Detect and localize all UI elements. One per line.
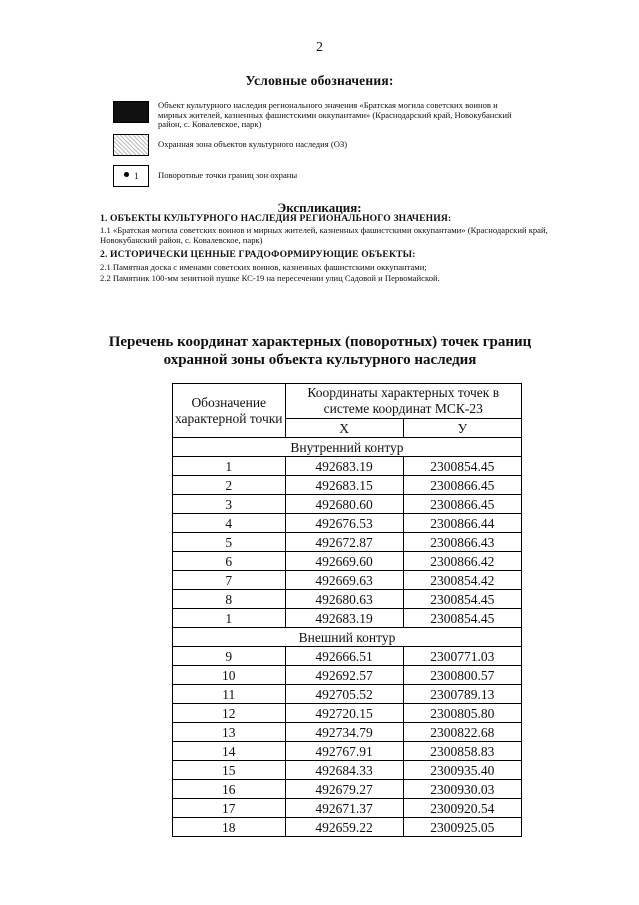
table-row [173, 742, 522, 761]
table-row [173, 514, 522, 533]
table-row [173, 818, 522, 837]
legend-item-text: Охранная зона объектов культурного наследия (ОЗ) [158, 139, 348, 149]
section-title: 1. ОБЪЕКТЫ КУЛЬТУРНОГО НАСЛЕДИЯ РЕГИОНАЛЬНОГО ЗНАЧЕНИЯ: [100, 213, 452, 224]
x-cell: 492672.87 [285, 533, 403, 552]
y-cell: 2300822.68 [403, 723, 521, 742]
table-row [173, 609, 522, 628]
table-row [173, 761, 522, 780]
x-cell: 492734.79 [285, 723, 403, 742]
explanation-section-2-title [100, 250, 560, 260]
table-row [173, 571, 522, 590]
y-cell: 2300854.45 [403, 609, 521, 628]
y-cell: 2300789.13 [403, 685, 521, 704]
table-row [173, 685, 522, 704]
x-cell: 492680.60 [285, 495, 403, 514]
y-cell: 2300854.45 [403, 590, 521, 609]
point-cell: 15 [173, 761, 286, 780]
y-cell: 2300866.45 [403, 495, 521, 514]
x-cell: 492720.15 [285, 704, 403, 723]
table-row [173, 476, 522, 495]
explanation-section-1-title [100, 214, 560, 224]
y-cell: 2300800.57 [403, 666, 521, 685]
table-row [173, 457, 522, 476]
col-header-x: Х [285, 419, 403, 438]
point-cell: 2 [173, 476, 286, 495]
point-cell: 17 [173, 799, 286, 818]
explanation-section-2-item-2: 2.2 Памятник 100-мм зенитной пушке КС-19 на пересечении улиц Садовой и Первомайской. [100, 273, 440, 283]
x-cell: 492671.37 [285, 799, 403, 818]
legend-item-heritage-object [113, 101, 518, 130]
x-cell: 492680.63 [285, 590, 403, 609]
x-cell: 492669.63 [285, 571, 403, 590]
point-cell: 7 [173, 571, 286, 590]
turning-point-marker-icon [113, 165, 149, 187]
col-header-point: Обозначение характерной точки [173, 384, 286, 438]
y-cell: 2300866.44 [403, 514, 521, 533]
table-row [173, 647, 522, 666]
page-number: 2 [316, 40, 323, 55]
point-cell: 6 [173, 552, 286, 571]
point-cell: 1 [173, 609, 286, 628]
coordinates-table-body [173, 438, 522, 837]
point-cell: 5 [173, 533, 286, 552]
legend-item-text: Поворотные точки границ зон охраны [158, 170, 298, 180]
y-cell: 2300866.45 [403, 476, 521, 495]
table-row [173, 590, 522, 609]
x-cell: 492767.91 [285, 742, 403, 761]
point-cell: 12 [173, 704, 286, 723]
outer-contour-row [173, 628, 522, 647]
y-cell: 2300854.42 [403, 571, 521, 590]
y-cell: 2300866.43 [403, 533, 521, 552]
protection-zone-swatch-icon [113, 134, 149, 156]
x-cell: 492705.52 [285, 685, 403, 704]
legend-item-protection-zone [113, 134, 518, 156]
explanation-section-2-item-1: 2.1 Памятная доска с именами советских воинов, казненных фашистскими оккупантами; [100, 262, 427, 272]
legend-title: Условные обозначения: [245, 73, 394, 88]
table-row [173, 495, 522, 514]
x-cell: 492669.60 [285, 552, 403, 571]
point-cell: 11 [173, 685, 286, 704]
legend-item-text: Объект культурного наследия регионального значения «Братская могила советских воинов и мирных жителей, казненных фашистскими оккупантами» (Краснодарский край, Новокубанский район, с. Ковалевское, парк) [158, 100, 512, 130]
x-cell: 492683.19 [285, 609, 403, 628]
y-cell: 2300771.03 [403, 647, 521, 666]
point-cell: 9 [173, 647, 286, 666]
point-cell: 13 [173, 723, 286, 742]
y-cell: 2300935.40 [403, 761, 521, 780]
explanation-section-1-item: 1.1 «Братская могила советских воинов и мирных жителей, казненных фашистскими оккупантами» (Краснодарский край, Новокубанский район, с. Ковалевское, парк) [100, 225, 548, 245]
table-row [173, 666, 522, 685]
point-cell: 3 [173, 495, 286, 514]
coordinates-table [172, 383, 522, 837]
x-cell: 492684.33 [285, 761, 403, 780]
y-cell: 2300805.80 [403, 704, 521, 723]
col-header-coordinates: Координаты характерных точек в системе координат МСК-23 [285, 384, 522, 419]
point-marker-label: 1 [134, 171, 139, 181]
table-heading: Перечень координат характерных (поворотных) точек границ охранной зоны объекта культурного наследия [108, 334, 532, 368]
table-row [173, 552, 522, 571]
outer-contour-title: Внешний контур [173, 628, 522, 647]
section-title: 2. ИСТОРИЧЕСКИ ЦЕННЫЕ ГРАДОФОРМИРУЮЩИЕ ОБЪЕКТЫ: [100, 249, 416, 260]
y-cell: 2300866.42 [403, 552, 521, 571]
y-cell: 2300854.45 [403, 457, 521, 476]
table-row [173, 704, 522, 723]
table-row [173, 799, 522, 818]
x-cell: 492676.53 [285, 514, 403, 533]
table-row [173, 780, 522, 799]
col-header-y: У [403, 419, 521, 438]
explanation-title: Экспликация: [277, 200, 362, 215]
table-row [173, 533, 522, 552]
point-dot-icon [124, 172, 129, 177]
point-cell: 10 [173, 666, 286, 685]
x-cell: 492683.15 [285, 476, 403, 495]
x-cell: 492683.19 [285, 457, 403, 476]
point-cell: 16 [173, 780, 286, 799]
inner-contour-title: Внутренний контур [173, 438, 522, 457]
point-cell: 14 [173, 742, 286, 761]
legend-item-turning-points [113, 165, 518, 187]
table-row [173, 723, 522, 742]
point-cell: 4 [173, 514, 286, 533]
y-cell: 2300920.54 [403, 799, 521, 818]
y-cell: 2300858.83 [403, 742, 521, 761]
y-cell: 2300925.05 [403, 818, 521, 837]
point-cell: 8 [173, 590, 286, 609]
x-cell: 492692.57 [285, 666, 403, 685]
inner-contour-row [173, 438, 522, 457]
point-cell: 18 [173, 818, 286, 837]
heritage-object-swatch-icon [113, 101, 149, 123]
y-cell: 2300930.03 [403, 780, 521, 799]
x-cell: 492659.22 [285, 818, 403, 837]
x-cell: 492666.51 [285, 647, 403, 666]
x-cell: 492679.27 [285, 780, 403, 799]
point-cell: 1 [173, 457, 286, 476]
